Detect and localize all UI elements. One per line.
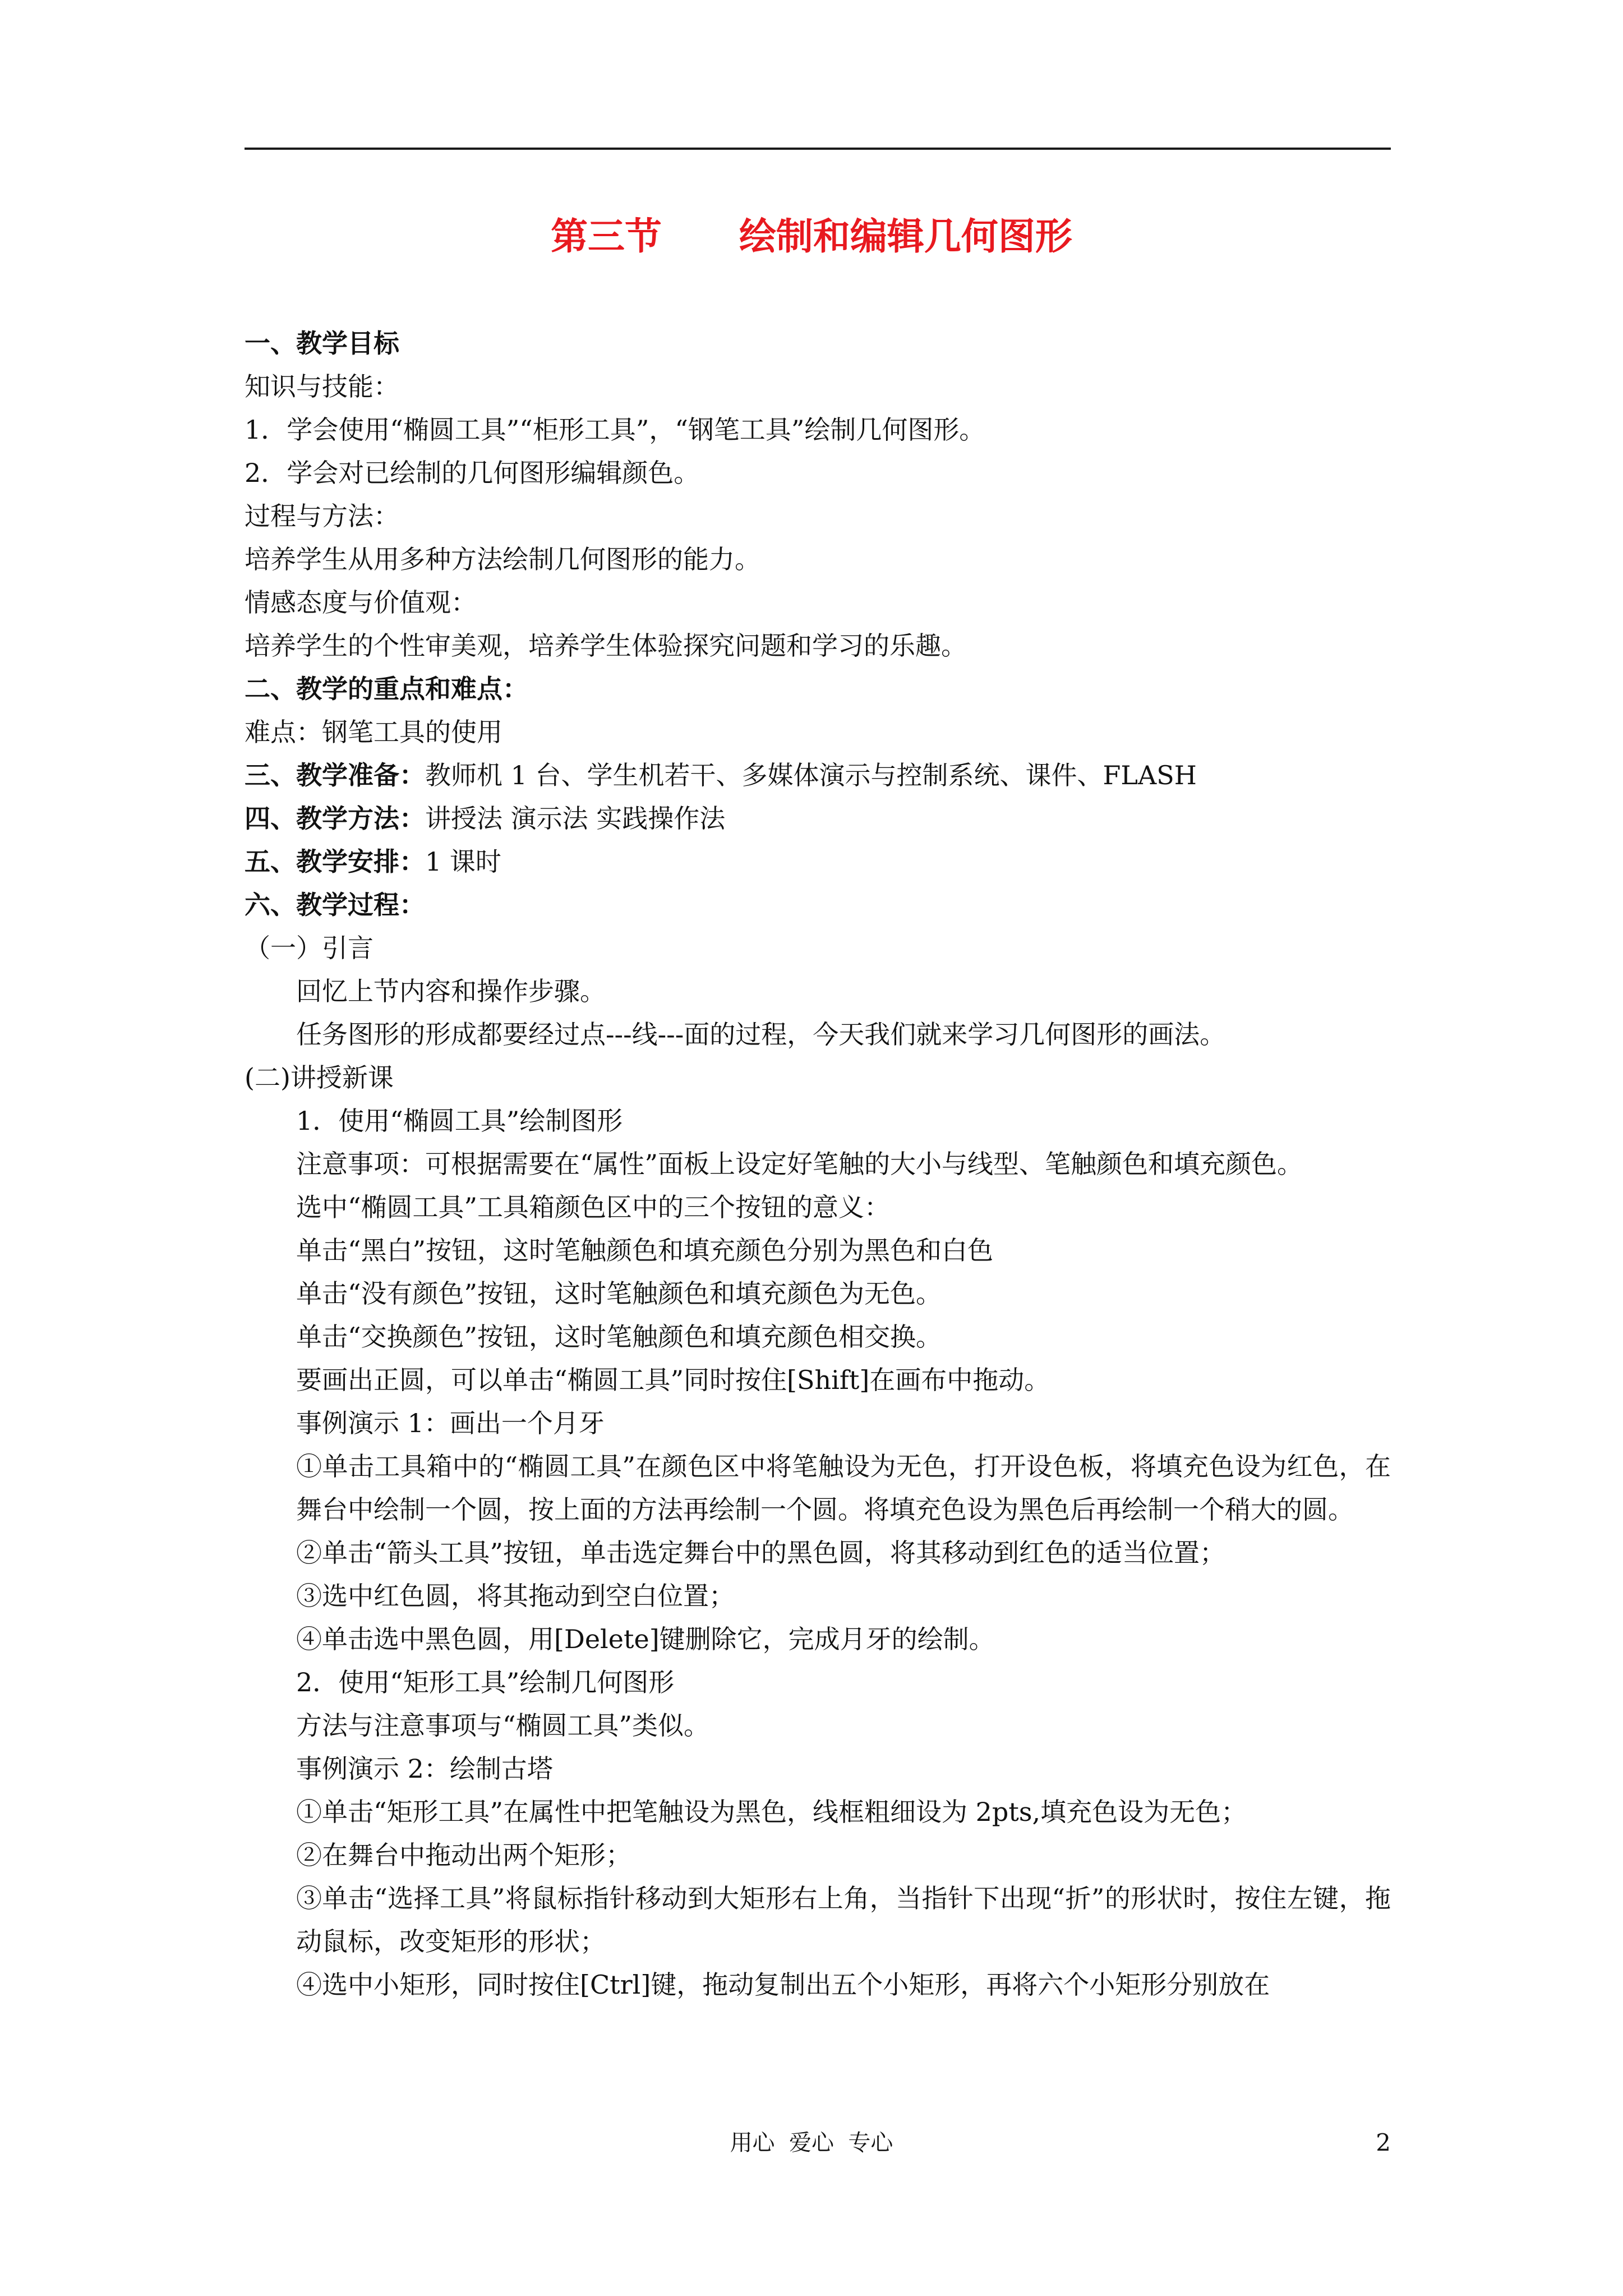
subsection-heading: （一）引言 [245,933,374,963]
text-line: 2．使用“矩形工具”绘制几何图形 [296,1667,675,1697]
text-line: 培养学生从用多种方法绘制几何图形的能力。 [245,544,760,574]
text-line: 难点：钢笔工具的使用 [245,717,502,747]
text-line: 情感态度与价值观： [245,587,477,618]
text-line: ④选中小矩形，同时按住[Ctrl]键，拖动复制出五个小矩形，再将六个小矩形分别放在 [296,1970,1270,2000]
text-line: 事例演示 1：画出一个月牙 [296,1408,605,1438]
header-rule [245,148,1391,150]
section-preparation [245,754,1391,797]
section-heading-process: 六、教学过程： [245,890,425,920]
text-line: 过程与方法： [245,501,399,531]
text-line: 方法与注意事项与“椭圆工具”类似。 [296,1710,710,1741]
text-line: 事例演示 2：绘制古塔 [296,1754,553,1784]
text-line: ②单击“箭头工具”按钮，单击选定舞台中的黑色圆，将其移动到红色的适当位置； [296,1538,1226,1568]
text-line: 选中“椭圆工具”工具箱颜色区中的三个按钮的意义： [296,1192,891,1222]
text-line: ②在舞台中拖动出两个矩形； [296,1840,631,1870]
text-line: 单击“没有颜色”按钮，这时笔触颜色和填充颜色为无色。 [296,1278,942,1309]
section-value: 讲授法 演示法 实践操作法 [425,803,726,834]
section-heading-key-points: 二、教学的重点和难点： [245,674,528,704]
document-body [245,322,1391,2007]
text-line: 回忆上节内容和操作步骤。 [296,976,606,1006]
page-number: 2 [1376,2129,1391,2156]
text-paragraph: ①单击工具箱中的“椭圆工具”在颜色区中将笔触设为无色，打开设色板，将填充色设为红色，在舞台中绘制一个圆，按上面的方法再绘制一个圆。将填充色设为黑色后再绘制一个稍大的圆。 [296,1451,1391,1525]
text-line: 2．学会对已绘制的几何图形编辑颜色。 [245,458,700,488]
text-line: ④单击选中黑色圆，用[Delete]键删除它，完成月牙的绘制。 [296,1624,995,1654]
section-value: 1 课时 [425,846,501,877]
section-heading-objectives: 一、教学目标 [245,328,399,358]
footer-slogan: 用心 爱心 专心 [730,2130,893,2156]
text-paragraph: ③单击“选择工具”将鼠标指针移动到大矩形右上角，当指针下出现“折”的形状时，按住左键，拖动鼠标，改变矩形的形状； [296,1883,1391,1957]
section-value: 教师机 1 台、学生机若干、多媒体演示与控制系统、课件、FLASH [425,760,1197,790]
section-label: 五、教学安排： [245,846,425,877]
text-line: ①单击“矩形工具”在属性中把笔触设为黑色，线框粗细设为 2pts,填充色设为无色； [296,1797,1247,1827]
section-label: 四、教学方法： [245,803,425,834]
subsection-heading: (二)讲授新课 [245,1062,394,1093]
text-line: 培养学生的个性审美观，培养学生体验探究问题和学习的乐趣。 [245,631,967,661]
text-line: ③选中红色圆，将其拖动到空白位置； [296,1581,735,1611]
section-methods [245,797,1391,840]
text-paragraph: 注意事项：可根据需要在“属性”面板上设定好笔触的大小与线型、笔触颜色和填充颜色。 [296,1149,1303,1179]
page-title: 第三节 绘制和编辑几何图形 [551,215,1072,258]
text-line: 1．使用“椭圆工具”绘制图形 [296,1106,623,1136]
section-schedule [245,840,1391,884]
section-label: 三、教学准备： [245,760,425,790]
text-line: 单击“交换颜色”按钮，这时笔触颜色和填充颜色相交换。 [296,1322,942,1352]
text-line: 知识与技能： [245,371,399,402]
text-line: 要画出正圆，可以单击“椭圆工具”同时按住[Shift]在画布中拖动。 [296,1365,1050,1395]
text-line: 1．学会使用“椭圆工具”“柜形工具”，“钢笔工具”绘制几何图形。 [245,415,985,445]
text-line: 任务图形的形成都要经过点---线---面的过程，今天我们就来学习几何图形的画法。 [296,1019,1226,1050]
text-line: 单击“黑白”按钮，这时笔触颜色和填充颜色分别为黑色和白色 [296,1235,994,1266]
